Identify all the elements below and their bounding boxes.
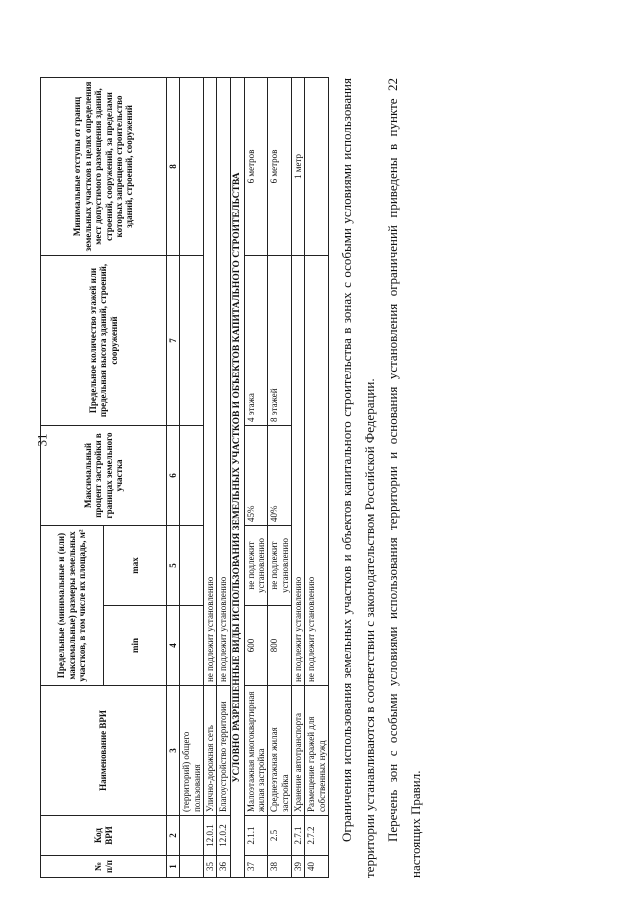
row-floors: 8 этажей bbox=[268, 255, 292, 425]
row-code: 12.0.1 bbox=[204, 815, 217, 855]
row-code: 2.1.1 bbox=[244, 815, 268, 855]
body-text bbox=[335, 78, 427, 878]
section-row bbox=[230, 77, 244, 877]
row-code: 12.0.2 bbox=[217, 815, 230, 855]
header-min-setback: Минимальные отступы от границ земельных участков в целях определения мест допустимого размещения зданий, строений, сооружений, за пределами которых запрещено строительство зданий, строений, сооружений bbox=[41, 77, 167, 255]
page-number: 31 bbox=[34, 433, 50, 447]
header-row bbox=[41, 77, 104, 877]
row-name: Улично-дорожная сеть bbox=[204, 685, 217, 815]
col-number: 4 bbox=[167, 605, 180, 685]
row-min: 800 bbox=[268, 605, 292, 685]
row-code: 2.5 bbox=[268, 815, 292, 855]
col-number: 3 bbox=[167, 685, 180, 815]
row-no: 35 bbox=[204, 855, 217, 877]
header-name: Наименование ВРИ bbox=[41, 685, 167, 815]
table-row bbox=[244, 77, 268, 877]
row-span-value: не подлежит установлению bbox=[292, 255, 305, 685]
paragraph: Перечень зон с особыми условиями использования территории и основания установления ограничений приведены в пункте 22 настоящих Правил. bbox=[385, 77, 424, 878]
table-row bbox=[292, 77, 305, 877]
row-percent: 45% bbox=[244, 425, 268, 525]
row-name: Малоэтажная многоквартирная жилая застройка bbox=[244, 685, 268, 815]
table-row bbox=[268, 77, 292, 877]
row-name: Хранение автотранспорта bbox=[292, 685, 305, 815]
row-setback: 6 метров bbox=[244, 77, 268, 255]
row-span-value: не подлежит установлению bbox=[217, 77, 230, 685]
column-number-row bbox=[167, 77, 180, 877]
row-max: не подлежит установлению bbox=[268, 525, 292, 605]
col-number: 1 bbox=[167, 855, 180, 877]
row-floors: 4 этажа bbox=[244, 255, 268, 425]
row-no: 40 bbox=[305, 855, 329, 877]
row-no: 39 bbox=[292, 855, 305, 877]
row-name: Размещение гаражей для собственных нужд bbox=[305, 685, 329, 815]
row-max: не подлежит установлению bbox=[244, 525, 268, 605]
col-number: 8 bbox=[167, 77, 180, 255]
table-row bbox=[204, 77, 217, 877]
row-code: 2.7.2 bbox=[305, 815, 329, 855]
row-name: Благоустройство территории bbox=[217, 685, 230, 815]
section-title: УСЛОВНО РАЗРЕШЕННЫЕ ВИДЫ ИСПОЛЬЗОВАНИЯ ЗЕМЕЛЬНЫХ УЧАСТКОВ И ОБЪЕКТОВ КАПИТАЛЬНОГО СТРОИТЕЛЬСТВА bbox=[230, 77, 244, 877]
header-max-percent: Максимальный процент застройки в границах земельного участка bbox=[41, 425, 167, 525]
paragraph: Ограничения использования земельных участков и объектов капитального строительства в зонах с особыми условиями использования территории устанавливаются в соответствии с законодательством Российской Федерации. bbox=[339, 77, 378, 878]
col-number: 7 bbox=[167, 255, 180, 425]
header-min: min bbox=[104, 605, 167, 685]
row-no: 37 bbox=[244, 855, 268, 877]
row-no: 36 bbox=[217, 855, 230, 877]
row-code: 2.7.1 bbox=[292, 815, 305, 855]
land-use-table bbox=[40, 76, 329, 877]
col-number: 6 bbox=[167, 425, 180, 525]
table-row bbox=[217, 77, 230, 877]
header-plot-sizes: Предельные (минимальные и (или) максимальные) размеры земельных участков, в том числе их площадь, м² bbox=[41, 525, 104, 685]
row-no: 38 bbox=[268, 855, 292, 877]
row-min: 600 bbox=[244, 605, 268, 685]
header-max-floors: Предельное количество этажей или предельная высота зданий, строений, сооружений bbox=[41, 255, 167, 425]
row-span-value: не подлежит установлению bbox=[204, 77, 217, 685]
row-span-value: не подлежит установлению bbox=[305, 255, 329, 685]
col-number: 2 bbox=[167, 815, 180, 855]
row-percent: 40% bbox=[268, 425, 292, 525]
col-number: 5 bbox=[167, 525, 180, 605]
row-setback: 1 метр bbox=[292, 77, 305, 255]
header-no: № п/п bbox=[41, 855, 167, 877]
rotated-page-content bbox=[40, 28, 600, 878]
table-row bbox=[180, 77, 204, 877]
table-row bbox=[305, 77, 329, 877]
row-name: Среднеэтажная жилая застройка bbox=[268, 685, 292, 815]
row-name: (территорий) общего пользования bbox=[180, 685, 204, 815]
header-max: max bbox=[104, 525, 167, 605]
row-setback: 6 метров bbox=[268, 77, 292, 255]
header-code: Код ВРИ bbox=[41, 815, 167, 855]
